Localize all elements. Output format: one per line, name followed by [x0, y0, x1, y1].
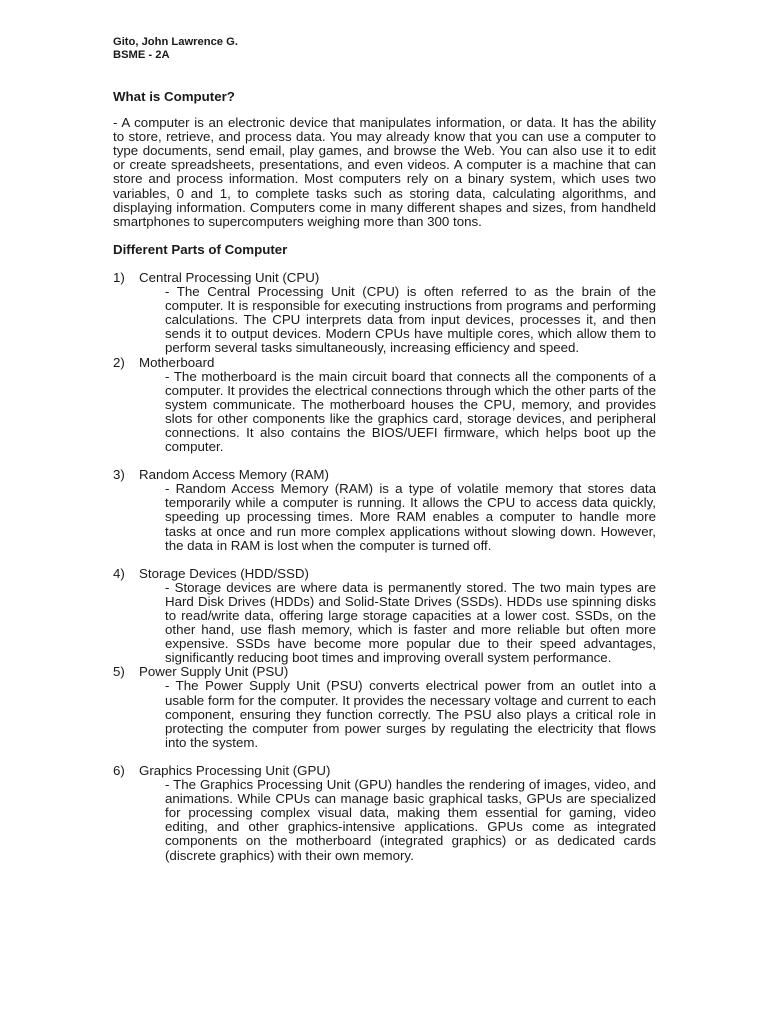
spacer — [113, 454, 656, 468]
part-title-row — [113, 764, 656, 778]
part-number: 5) — [113, 664, 125, 680]
part-number: 1) — [113, 269, 125, 285]
part-title-row — [113, 271, 656, 285]
part-number: 3) — [113, 467, 125, 483]
part-title: Power Supply Unit (PSU) — [139, 664, 289, 680]
part-title-row — [113, 468, 656, 482]
part-description: - The motherboard is the main circuit board that connects all the components of a computer. It provides the electrical connections through which the other parts of the system communicate. The motherboard houses the CPU, memory, and provides slots for other components like the graphics card, storage devices, and peripheral connections. It also contains the BIOS/UEFI firmware, which helps boot up the computer. — [165, 368, 656, 455]
part-description: - The Central Processing Unit (CPU) is often referred to as the brain of the computer. It is responsible for executing instructions from programs and performing calculations. The CPU interprets data from input devices, processes it, and then sends it to output devices. Modern CPUs have multiple cores, which allow them to perform several tasks simultaneously, increasing efficiency and speed. — [165, 284, 656, 356]
part-title: Random Access Memory (RAM) — [139, 467, 329, 483]
spacer — [113, 553, 656, 567]
part-title-row — [113, 665, 656, 679]
part-number: 2) — [113, 354, 125, 370]
part-item-storage — [113, 567, 656, 666]
author-name: Gito, John Lawrence G. — [113, 36, 238, 48]
intro-paragraph: - A computer is an electronic device that manipulates information, or data. It has the ability to store, retrieve, and process data. You may already know that you can use a computer to type documents, send email, play games, and browse the Web. You can also use it to edit or create spreadsheets, presentations, and even videos. A computer is a machine that can store and process information. Most computers rely on a binary system, which uses two variables, 0 and 1, to complete tasks such as storing data, calculating algorithms, and displaying information. Computers come in many different shapes and sizes, from handheld smartphones to supercomputers weighing more than 300 tons. — [113, 115, 656, 229]
spacer — [113, 750, 656, 764]
part-title-row — [113, 567, 656, 581]
part-description: - The Graphics Processing Unit (GPU) handles the rendering of images, video, and animations. While CPUs can manage basic graphical tasks, GPUs are specialized for processing complex visual data, making them essential for gaming, video editing, and other graphics-intensive applications. GPUs come as integrated components on the motherboard (integrated graphics) or as dedicated cards (discrete graphics) with their own memory. — [165, 777, 656, 863]
parts-list — [113, 271, 656, 863]
part-title-row — [113, 356, 656, 370]
section-heading-what-is-computer: What is Computer? — [113, 89, 235, 104]
part-title: Motherboard — [139, 354, 215, 370]
part-number: 6) — [113, 762, 125, 778]
part-number: 4) — [113, 565, 125, 581]
part-description: - Random Access Memory (RAM) is a type of volatile memory that stores data temporarily while a computer is running. It allows the CPU to access data quickly, speeding up processing times. More RAM enables a computer to handle more tasks at once and run more complex applications without slowing down. However, the data in RAM is lost when the computer is turned off. — [165, 481, 656, 553]
part-item-ram — [113, 468, 656, 553]
part-item-psu — [113, 665, 656, 750]
part-title: Central Processing Unit (CPU) — [139, 269, 320, 285]
part-title: Storage Devices (HDD/SSD) — [139, 565, 309, 581]
part-item-cpu — [113, 271, 656, 356]
part-description: - Storage devices are where data is permanently stored. The two main types are Hard Disk Drives (HDDs) and Solid-State Drives (SSDs). HDDs use spinning disks to read/write data, offering large storage capacities at a lower cost. SSDs, on the other hand, use flash memory, which is faster and more reliable but often more expensive. SSDs have become more popular due to their speed advantages, significantly reducing boot times and improving overall system performance. — [165, 579, 656, 666]
part-title: Graphics Processing Unit (GPU) — [139, 762, 331, 778]
part-item-gpu — [113, 764, 656, 863]
part-description: - The Power Supply Unit (PSU) converts electrical power from an outlet into a usable form for the computer. It provides the necessary voltage and current to each component, ensuring they function correctly. The PSU also plays a critical role in protecting the computer from power surges by regulating the electricity that flows into the system. — [165, 678, 656, 750]
section-heading-parts: Different Parts of Computer — [113, 241, 288, 257]
author-course: BSME - 2A — [113, 48, 170, 61]
part-item-motherboard — [113, 356, 656, 455]
